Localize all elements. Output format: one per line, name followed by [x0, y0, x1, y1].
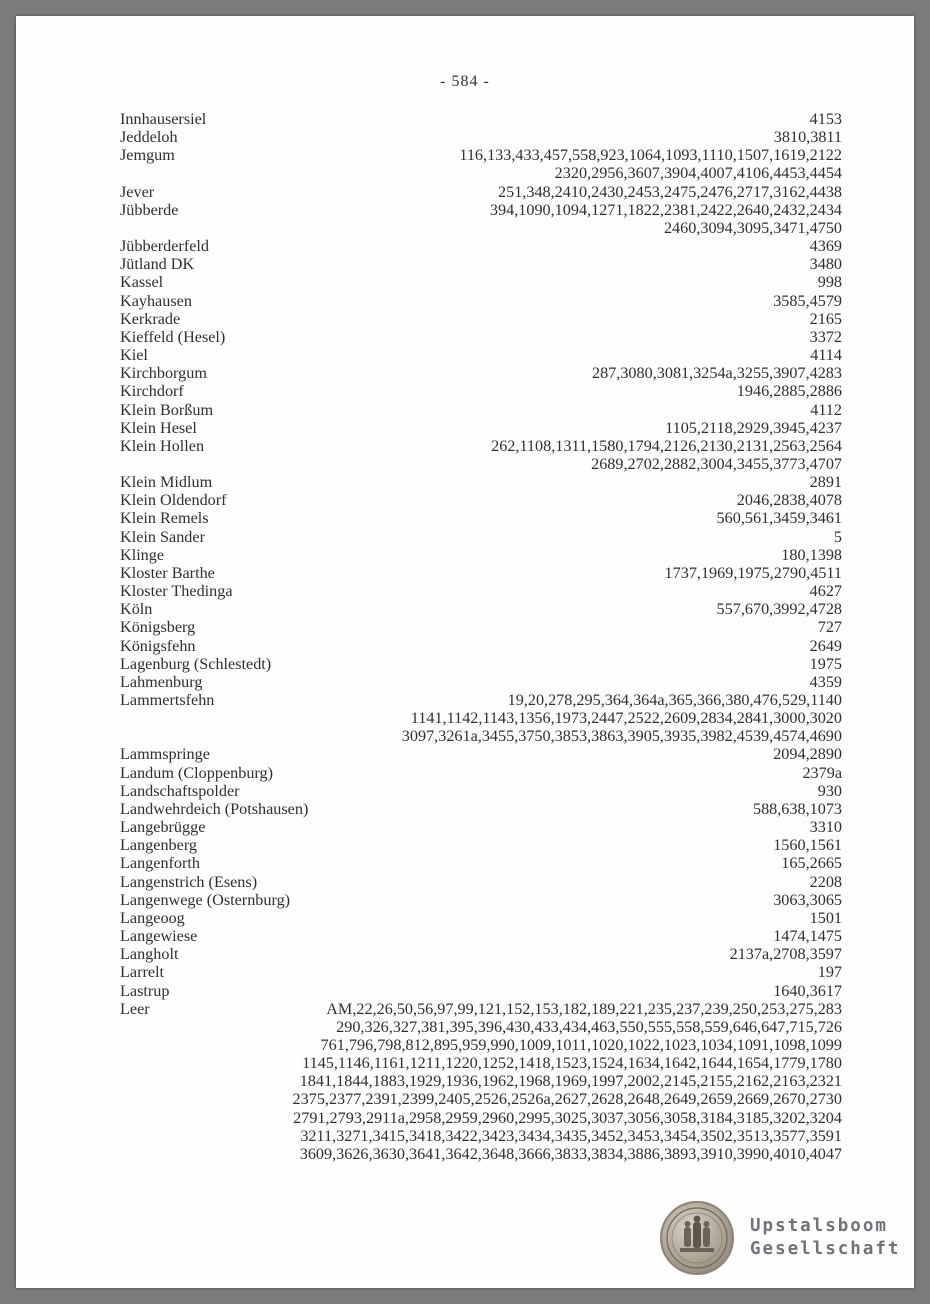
reference-numbers: 290,326,327,381,395,396,430,433,434,463,550,555,558,559,646,647,715,726 — [336, 1017, 842, 1036]
place-name: Leer — [120, 999, 150, 1018]
upstalsboom-logo — [660, 1201, 900, 1273]
reference-numbers: 3211,3271,3415,3418,3422,3423,3434,3435,3452,3453,3454,3502,3513,3577,3591 — [300, 1126, 842, 1145]
index-entry — [120, 346, 842, 364]
index-entry — [120, 854, 842, 872]
place-index — [120, 110, 842, 1163]
place-name: Jever — [120, 182, 155, 201]
index-entry — [120, 564, 842, 582]
index-entry — [120, 637, 842, 655]
place-name: Klinge — [120, 545, 165, 564]
index-entry — [120, 782, 842, 800]
reference-numbers: 4112 — [810, 400, 842, 419]
index-entry — [120, 419, 842, 437]
place-name: Lastrup — [120, 981, 170, 1000]
page-number: - 584 - — [440, 73, 490, 90]
index-entry — [120, 927, 842, 945]
logo-line-1: Upstalsboom — [750, 1216, 888, 1236]
index-entry — [120, 1000, 842, 1163]
place-name: Landwehrdeich (Potshausen) — [120, 799, 309, 818]
index-entry — [120, 382, 842, 400]
index-entry — [120, 292, 842, 310]
reference-numbers: 1141,1142,1143,1356,1973,2447,2522,2609,2834,2841,3000,3020 — [410, 709, 842, 728]
index-entry — [120, 963, 842, 981]
reference-numbers: 180,1398 — [781, 545, 842, 564]
index-entry — [120, 183, 842, 201]
place-name: Königsfehn — [120, 636, 196, 655]
place-name: Köln — [120, 600, 153, 619]
reference-numbers: 3585,4579 — [773, 291, 842, 310]
reference-numbers: 2649 — [809, 636, 842, 655]
reference-numbers: AM,22,26,50,56,97,99,121,152,153,182,189,221,235,237,239,250,253,275,283 — [326, 999, 842, 1018]
place-name: Kirchborgum — [120, 364, 207, 383]
reference-numbers: 4369 — [809, 237, 842, 256]
reference-numbers: 2689,2702,2882,3004,3455,3773,4707 — [591, 454, 842, 473]
index-entry — [120, 873, 842, 891]
index-entry — [120, 473, 842, 491]
place-name: Langenwege (Osternburg) — [120, 890, 291, 909]
place-name: Klein Remels — [120, 509, 209, 528]
reference-numbers: 3810,3811 — [773, 128, 842, 147]
reference-numbers: 1474,1475 — [773, 927, 842, 946]
index-entry — [120, 764, 842, 782]
reference-numbers: 4627 — [809, 582, 842, 601]
reference-numbers: 3310 — [809, 818, 842, 837]
logo-line-2: Gesellschaft — [750, 1239, 901, 1259]
place-name: Jemgum — [120, 146, 175, 165]
place-name: Langebrügge — [120, 818, 206, 837]
place-name: Larrelt — [120, 963, 165, 982]
index-entry — [120, 582, 842, 600]
index-entry — [120, 673, 842, 691]
reference-numbers: 165,2665 — [781, 854, 842, 873]
place-name: Klein Borßum — [120, 400, 214, 419]
reference-numbers: 116,133,433,457,558,923,1064,1093,1110,1507,1619,2122 — [459, 146, 842, 165]
reference-numbers: 1105,2118,2929,3945,4237 — [665, 418, 842, 437]
reference-numbers: 3609,3626,3630,3641,3642,3648,3666,3833,3834,3886,3893,3910,3990,4010,4047 — [299, 1144, 842, 1163]
index-entry — [120, 818, 842, 836]
index-entry — [120, 237, 842, 255]
reference-numbers: 3480 — [809, 255, 842, 274]
place-name: Klein Midlum — [120, 473, 213, 492]
place-name: Kassel — [120, 273, 164, 292]
place-name: Langeoog — [120, 908, 185, 927]
reference-numbers: 2046,2838,4078 — [736, 491, 842, 510]
place-name: Kieffeld (Hesel) — [120, 327, 226, 346]
reference-numbers: 197 — [817, 963, 842, 982]
reference-numbers: 287,3080,3081,3254a,3255,3907,4283 — [592, 364, 842, 383]
index-entry — [120, 310, 842, 328]
index-entry — [120, 437, 842, 473]
place-name: Kerkrade — [120, 309, 181, 328]
place-name: Jeddeloh — [120, 128, 178, 147]
place-name: Kayhausen — [120, 291, 192, 310]
reference-numbers: 2460,3094,3095,3471,4750 — [663, 218, 842, 237]
place-name: Langenforth — [120, 854, 201, 873]
reference-numbers: 761,796,798,812,895,959,990,1009,1011,1020,1022,1023,1034,1091,1098,1099 — [320, 1035, 842, 1054]
place-name: Lahmenburg — [120, 672, 203, 691]
reference-numbers: 1640,3617 — [773, 981, 842, 1000]
reference-numbers: 930 — [817, 781, 842, 800]
place-name: Landschaftspolder — [120, 781, 240, 800]
index-entry — [120, 909, 842, 927]
index-entry — [120, 945, 842, 963]
reference-numbers: 1737,1969,1975,2790,4511 — [664, 563, 842, 582]
logo-wordmark — [750, 1215, 900, 1261]
index-entry — [120, 836, 842, 854]
reference-numbers: 1946,2885,2886 — [736, 382, 842, 401]
index-entry — [120, 364, 842, 382]
place-name: Lammertsfehn — [120, 691, 215, 709]
place-name: Jütland DK — [120, 255, 195, 274]
reference-numbers: 3063,3065 — [773, 890, 842, 909]
reference-numbers: 262,1108,1311,1580,1794,2126,2130,2131,2563,2564 — [491, 436, 842, 455]
index-entry — [120, 982, 842, 1000]
reference-numbers: 2165 — [809, 309, 842, 328]
place-name: Kirchdorf — [120, 382, 184, 401]
reference-numbers: 4153 — [809, 110, 842, 128]
reference-numbers: 1975 — [809, 654, 842, 673]
place-name: Landum (Cloppenburg) — [120, 763, 274, 782]
place-name: Langholt — [120, 945, 179, 964]
reference-numbers: 2094,2890 — [773, 745, 842, 764]
reference-numbers: 4114 — [810, 346, 842, 365]
reference-numbers: 557,670,3992,4728 — [716, 600, 842, 619]
place-name: Königsberg — [120, 618, 196, 637]
reference-numbers: 3372 — [809, 327, 842, 346]
place-name: Klein Hollen — [120, 436, 205, 455]
place-name: Klein Oldendorf — [120, 491, 227, 510]
reference-numbers: 1560,1561 — [773, 836, 842, 855]
reference-numbers: 1841,1844,1883,1929,1936,1962,1968,1969,1997,2002,2145,2155,2162,2163,2321 — [299, 1072, 842, 1091]
place-name: Langewiese — [120, 927, 198, 946]
place-name: Klein Sander — [120, 527, 205, 546]
index-entry — [120, 328, 842, 346]
reference-numbers: 251,348,2410,2430,2453,2475,2476,2717,3162,4438 — [498, 182, 842, 201]
index-entry — [120, 800, 842, 818]
reference-numbers: 2320,2956,3607,3904,4007,4106,4453,4454 — [554, 164, 842, 183]
place-name: Langenstrich (Esens) — [120, 872, 258, 891]
reference-numbers: 2375,2377,2391,2399,2405,2526,2526a,2627,2628,2648,2649,2659,2669,2670,2730 — [292, 1090, 842, 1109]
reference-numbers: 588,638,1073 — [752, 799, 842, 818]
index-entry — [120, 546, 842, 564]
index-entry — [120, 745, 842, 763]
place-name: Klein Hesel — [120, 418, 197, 437]
reference-numbers: 2891 — [809, 473, 842, 492]
index-entry — [120, 491, 842, 509]
reference-numbers: 4359 — [809, 672, 842, 691]
place-name: Innhausersiel — [120, 110, 207, 128]
place-name: Langenberg — [120, 836, 198, 855]
index-entry — [120, 110, 842, 128]
reference-numbers: 5 — [833, 527, 842, 546]
place-name: Jübberderfeld — [120, 237, 209, 256]
place-name: Jübberde — [120, 200, 179, 219]
reference-numbers: 727 — [817, 618, 842, 637]
index-entry — [120, 128, 842, 146]
index-entry — [120, 146, 842, 182]
reference-numbers: 2791,2793,2911a,2958,2959,2960,2995,3025,3037,3056,3058,3184,3185,3202,3204 — [293, 1108, 842, 1127]
reference-numbers: 560,561,3459,3461 — [716, 509, 842, 528]
place-name: Lagenburg (Schlestedt) — [120, 654, 272, 673]
index-entry — [120, 255, 842, 273]
index-entry — [120, 273, 842, 291]
reference-numbers: 1501 — [809, 908, 842, 927]
index-entry — [120, 655, 842, 673]
reference-numbers: 2379a — [802, 763, 842, 782]
index-entry — [120, 891, 842, 909]
place-name: Kloster Barthe — [120, 563, 215, 582]
place-name: Kloster Thedinga — [120, 582, 233, 601]
reference-numbers: 2208 — [809, 872, 842, 891]
index-entry — [120, 509, 842, 527]
index-entry — [120, 600, 842, 618]
index-entry — [120, 691, 842, 745]
reference-numbers: 394,1090,1094,1271,1822,2381,2422,2640,2432,2434 — [489, 200, 842, 219]
place-name: Lammspringe — [120, 745, 210, 764]
seal-icon — [660, 1201, 734, 1275]
reference-numbers: 1145,1146,1161,1211,1220,1252,1418,1523,1524,1634,1642,1644,1654,1779,1780 — [302, 1054, 842, 1073]
index-entry — [120, 528, 842, 546]
index-entry — [120, 618, 842, 636]
reference-numbers: 19,20,278,295,364,364a,365,366,380,476,529,1140 — [507, 691, 842, 709]
reference-numbers: 2137a,2708,3597 — [729, 945, 842, 964]
index-entry — [120, 401, 842, 419]
place-name: Kiel — [120, 346, 148, 365]
index-entry — [120, 201, 842, 237]
reference-numbers: 998 — [817, 273, 842, 292]
reference-numbers: 3097,3261a,3455,3750,3853,3863,3905,3935,3982,4539,4574,4690 — [401, 727, 842, 746]
